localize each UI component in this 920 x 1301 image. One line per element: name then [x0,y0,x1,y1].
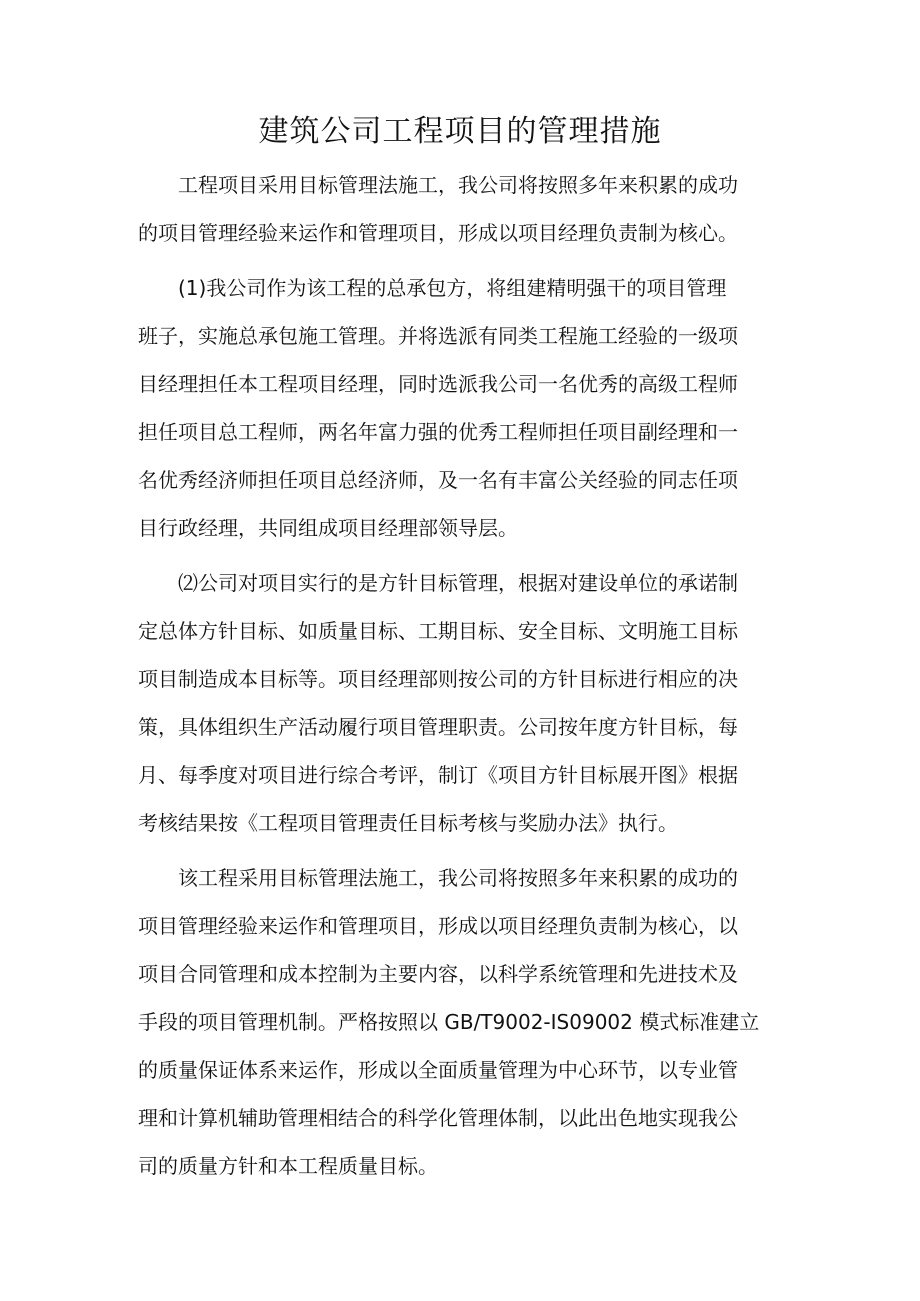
text-line: 项目制造成本目标等。项目经理部则按公司的方针目标进行相应的决 [138,667,738,691]
text-line: 工程项目采用目标管理法施工，我公司将按照多年来积累的成功 [178,173,738,197]
text-line: 班子，实施总承包施工管理。并将选派有同类工程施工经验的一级项 [138,324,738,348]
paragraph-summary [138,859,786,1195]
text-line: 项目管理经验来运作和管理项目，形成以项目经理负责制为核心，以 [138,914,738,938]
text-line: (1)我公司作为该工程的总承包方，将组建精明强干的项目管理 [178,276,727,300]
text-line: 策，具体组织生产活动履行项目管理职责。公司按年度方针目标，每 [138,715,738,739]
paragraph-item-1 [138,269,786,557]
text-line: ⑵公司对项目实行的是方针目标管理，根据对建设单位的承诺制 [178,571,738,595]
text-line: 项目合同管理和成本控制为主要内容，以科学系统管理和先进技术及 [138,962,738,986]
text-line: 该工程采用目标管理法施工，我公司将按照多年来积累的成功的 [178,866,738,890]
text-line: 理和计算机辅助管理相结合的科学化管理体制，以此出色地实现我公 [138,1106,738,1130]
paragraph-item-2 [138,564,786,852]
text-line: 目经理担任本工程项目经理，同时选派我公司一名优秀的高级工程师 [138,372,738,396]
text-line: 月、每季度对项目进行综合考评，制订《项目方针目标展开图》根据 [138,763,738,787]
text-line: 考核结果按《工程项目管理责任目标考核与奖励办法》执行。 [138,811,678,835]
text-line: 的质量保证体系来运作，形成以全面质量管理为中心环节，以专业管 [138,1058,738,1082]
text-line: 的项目管理经验来运作和管理项目，形成以项目经理负责制为核心。 [138,221,738,245]
text-line: 目行政经理，共同组成项目经理部领导层。 [138,516,518,540]
text-line: 定总体方针目标、如质量目标、工期目标、安全目标、文明施工目标 [138,619,738,643]
paragraph-intro [138,166,786,262]
text-line: 手段的项目管理机制。严格按照以 GB/T9002-IS09002 模式标准建立 [138,1010,760,1034]
document-body [138,166,786,1202]
text-line: 司的质量方针和本工程质量目标。 [138,1154,438,1178]
document-title: 建筑公司工程项目的管理措施 [258,114,662,149]
text-line: 担任项目总工程师，两名年富力强的优秀工程师担任项目副经理和一 [138,420,738,444]
text-line: 名优秀经济师担任项目总经济师，及一名有丰富公关经验的同志任项 [138,468,738,492]
